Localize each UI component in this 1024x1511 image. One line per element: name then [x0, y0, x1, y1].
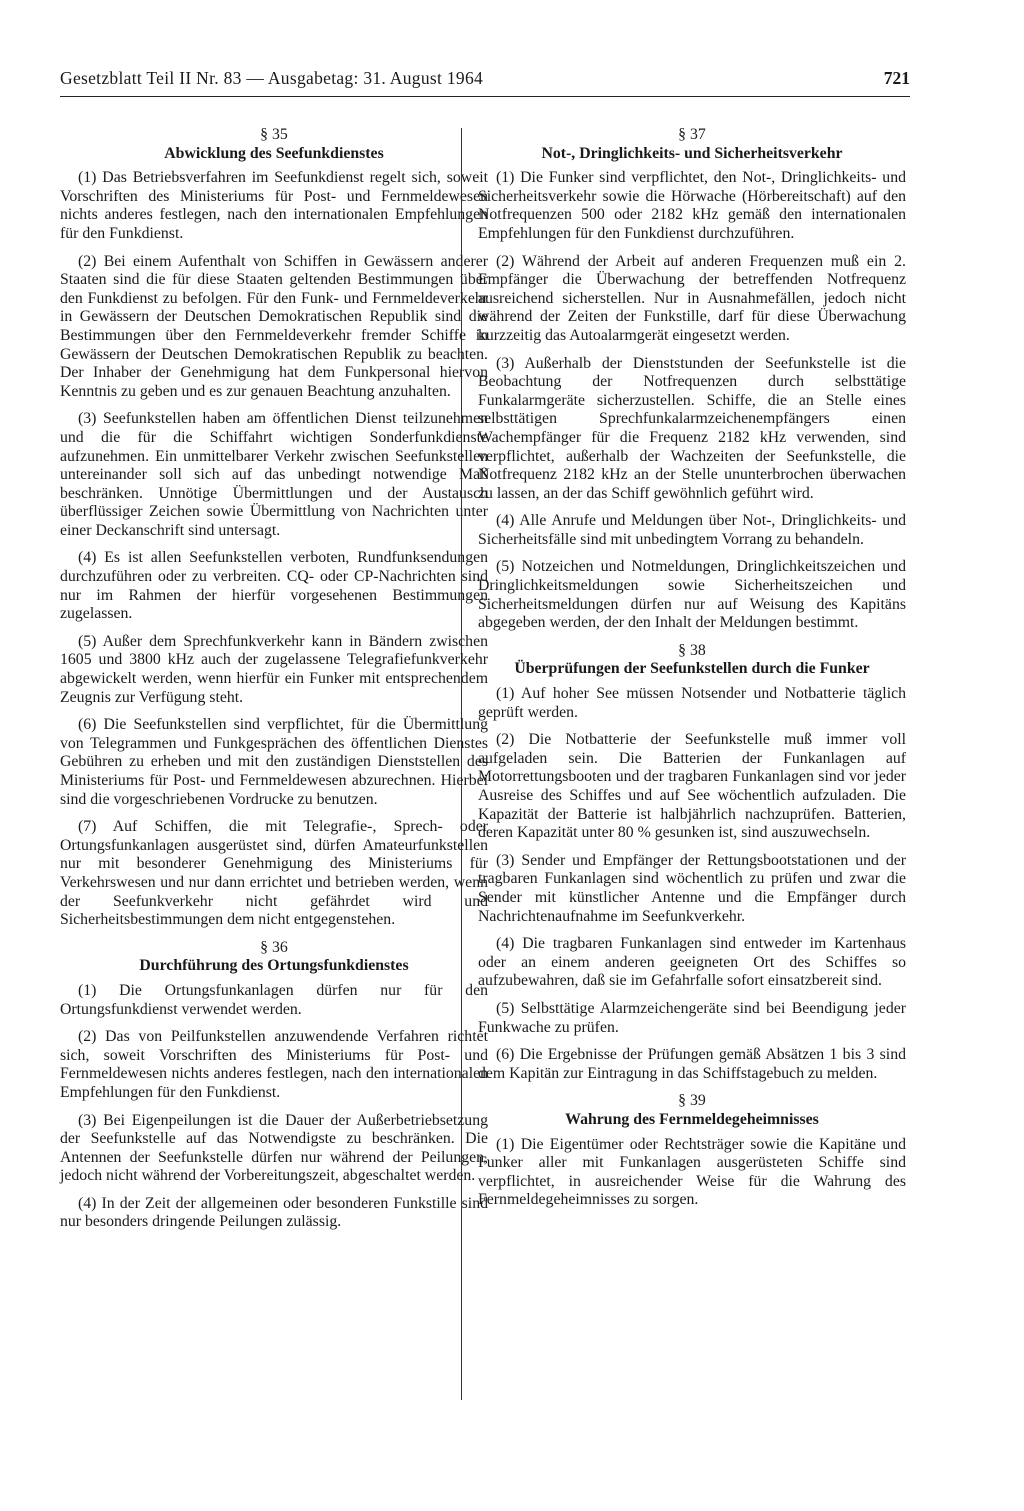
- section-title: Überprüfungen der Seefunkstellen durch die Funker: [514, 660, 870, 678]
- paragraph: (4) Die tragbaren Funkanlagen sind entweder im Kartenhaus oder an einem anderen geeigneten Ort des Schiffes so aufzubewahren, daß sie im Gefahrfalle sofort einsatzbereit sind.: [478, 935, 906, 990]
- paragraph: (1) Die Ortungsfunkanlagen dürfen nur für den Ortungsfunkdienst verwendet werden.: [60, 981, 488, 1018]
- paragraph: (4) Alle Anrufe und Meldungen über Not-, Dringlichkeits- und Sicherheitsfälle sind mit unbedingtem Vorrang zu behandeln.: [478, 512, 906, 548]
- paragraph: (5) Notzeichen und Notmeldungen, Dringlichkeitszeichen und Dringlichkeitsmeldungen sowie Sicherheitszeichen und Sicherheitsmeldungen dürfen nur auf Weisung des Kapitäns abgegeben werden, der den Inhalt der Meldungen bestimmt.: [478, 558, 906, 632]
- section-37: [478, 126, 906, 633]
- section-number: § 36: [260, 938, 288, 956]
- section-title: Durchführung des Ortungsfunkdienstes: [139, 957, 409, 975]
- paragraph: (1) Das Betriebsverfahren im Seefunkdienst regelt sich, soweit Vorschriften des Ministeriums für Post- und Fernmeldewesen nichts anderes festlegen, nach den internationalen Empfehlungen für den Funkdienst.: [60, 169, 488, 242]
- section-number: § 37: [678, 126, 706, 143]
- paragraph: (6) Die Seefunkstellen sind verpflichtet, für die Übermittlung von Telegrammen und Funkgesprächen des öffentlichen Dienstes Gebühren zu erheben und mit den zuständigen Dienststellen des Ministeriums für Post- und Fernmeldewesen abzurechnen. Hierbei sind die vorgeschriebenen Vordrucke zu benutzen.: [60, 716, 488, 808]
- paragraph: (4) Es ist allen Seefunkstellen verboten, Rundfunksendungen durchzuführen oder zu verbreiten. CQ- oder CP-Nachrichten sind nur im Rahmen der hierfür vorgesehenen Bestimmungen zugelassen.: [60, 549, 488, 623]
- page-number: 721: [883, 68, 910, 88]
- section-number: § 39: [678, 1092, 706, 1110]
- paragraph: (6) Die Ergebnisse der Prüfungen gemäß Absätzen 1 bis 3 sind dem Kapitän zur Eintragung in das Schiffstagebuch zu melden.: [478, 1046, 906, 1082]
- section-title: Abwicklung des Seefunkdienstes: [164, 144, 384, 162]
- paragraph: (3) Bei Eigenpeilungen ist die Dauer der Außerbetriebsetzung der Seefunkstelle auf das Notwendigste zu beschränken. Die Antennen der Seefunkstelle dürfen nur während der Peilungen, jedoch nicht während der Vorbereitungszeit, abgeschaltet werden.: [60, 1111, 488, 1185]
- paragraph: (1) Die Eigentümer oder Rechtsträger sowie die Kapitäne und Funker aller mit Funkanlagen ausgerüsteten Schiffe sind verpflichtet, in ausreichender Weise für die Wahrung des Fernmeldegeheimnisses zu sorgen.: [478, 1135, 906, 1209]
- right-column: [478, 126, 906, 1219]
- section-36: [60, 939, 488, 1232]
- section-38: [478, 642, 906, 1083]
- paragraph: (3) Außerhalb der Dienststunden der Seefunkstelle ist die Beobachtung der Notfrequenzen durch selbsttätige Funkalarmgeräte sicherzustellen. Schiffe, die an Stelle eines selbsttätigen Sprechfunkalarmzeichenempfängers einen Wachempfänger für die Frequenz 2182 kHz verwenden, sind verpflichtet, außerhalb der Wachzeiten der Seefunkstelle, die Notfrequenz 2182 kHz an der Stelle ununterbrochen überwachen zu lassen, an der das Schiff gewöhnlich geführt wird.: [478, 354, 906, 502]
- section-39: [478, 1092, 906, 1210]
- paragraph: (2) Das von Peilfunkstellen anzuwendende Verfahren richtet sich, soweit Vorschriften des Ministeriums für Post- und Fernmeldewesen nichts anderes festlegen, nach den internationalen Empfehlungen für den Funkdienst.: [60, 1028, 488, 1101]
- paragraph: (2) Bei einem Aufenthalt von Schiffen in Gewässern anderer Staaten sind die für diese Staaten geltenden Bestimmungen über den Funkdienst zu befolgen. Für den Funk- und Fernmeldeverkehr in Gewässern der Deutschen Demokratischen Republik sind die Bestimmungen über den Fernmeldeverkehr fremder Schiffe in Gewässern der Deutschen Demokratischen Republik zu beachten. Der Inhaber der Genehmigung hat dem Funkpersonal hiervon Kenntnis zu geben und es zur genauen Beachtung anzuhalten.: [60, 252, 488, 400]
- paragraph: (5) Selbsttätige Alarmzeichengeräte sind bei Beendigung jeder Funkwache zu prüfen.: [478, 999, 906, 1036]
- section-title: Not-, Dringlichkeits- und Sicherheitsverkehr: [541, 144, 843, 162]
- section-number: § 35: [260, 126, 288, 143]
- section-number: § 38: [678, 641, 706, 659]
- left-column: [60, 126, 488, 1241]
- paragraph: (7) Auf Schiffen, die mit Telegrafie-, Sprech- oder Ortungsfunkanlagen ausgerüstet sind, dürfen Amateurfunkstellen nur mit besonderer Genehmigung des Ministeriums für Verkehrswesen und nur dann errichtet und betrieben werden, wenn der Seefunkverkehr nicht gefährdet wird und Sicherheitsbestimmungen dem nicht entgegenstehen.: [60, 818, 488, 929]
- paragraph: (3) Seefunkstellen haben am öffentlichen Dienst teilzunehmen und die für die Schiffahrt wichtigen Sonderfunkdienste aufzunehmen. Ein unmittelbarer Verkehr zwischen Seefunkstellen untereinander soll sich auf das unbedingt notwendige Maß beschränken. Unnötige Übermittlungen und der Austausch überflüssiger Zeichen sowie Übermittlung von Nachrichten unter einer Deckanschrift sind untersagt.: [60, 410, 488, 539]
- section-35: [60, 126, 488, 930]
- paragraph: (2) Während der Arbeit auf anderen Frequenzen muß ein 2. Empfänger die Überwachung der betreffenden Notfrequenz ausreichend sicherstellen. Nur in Ausnahmefällen, jedoch nicht während der Zeiten der Funkstille, darf für diese Überwachung kurzzeitig das Autoalarmgerät eingesetzt werden.: [478, 252, 906, 344]
- paragraph: (5) Außer dem Sprechfunkverkehr kann in Bändern zwischen 1605 und 3800 kHz auch der zugelassene Telegrafiefunkverkehr abgewickelt werden, wenn hierfür ein Funker mit entsprechendem Zeugnis zur Verfügung steht.: [60, 632, 488, 706]
- page-header: [60, 66, 910, 97]
- paragraph: (1) Die Funker sind verpflichtet, den Not-, Dringlichkeits- und Sicherheitsverkehr sowie die Hörwache (Hörbereitschaft) auf den Notfrequenzen 500 oder 2182 kHz gemäß den internationalen Empfehlungen für den Funkdienst durchzuführen.: [478, 169, 906, 242]
- header-title: Gesetzblatt Teil II Nr. 83 — Ausgabetag: 31. August 1964: [60, 68, 484, 88]
- paragraph: (1) Auf hoher See müssen Notsender und Notbatterie täglich geprüft werden.: [478, 685, 906, 721]
- section-title: Wahrung des Fernmeldegeheimnisses: [565, 1110, 819, 1128]
- paragraph: (2) Die Notbatterie der Seefunkstelle muß immer voll aufgeladen sein. Die Batterien der Funkanlagen auf Motorrettungsbooten und der tragbaren Funkanlagen sind vor jeder Ausreise des Schiffes und auf See wöchentlich aufzuladen. Die Kapazität der Batterie ist halbjährlich nachzuprüfen. Batterien, deren Kapazität unter 80 % gesunken ist, sind auszuwechseln.: [478, 731, 906, 842]
- paragraph: (4) In der Zeit der allgemeinen oder besonderen Funkstille sind nur besonders dringende Peilungen zulässig.: [60, 1194, 488, 1231]
- paragraph: (3) Sender und Empfänger der Rettungsbootstationen und der tragbaren Funkanlagen sind wöchentlich zu prüfen und zwar die Sender mit künstlicher Antenne und die Empfänger durch Nachrichtenaufnahme im Seefunkverkehr.: [478, 851, 906, 925]
